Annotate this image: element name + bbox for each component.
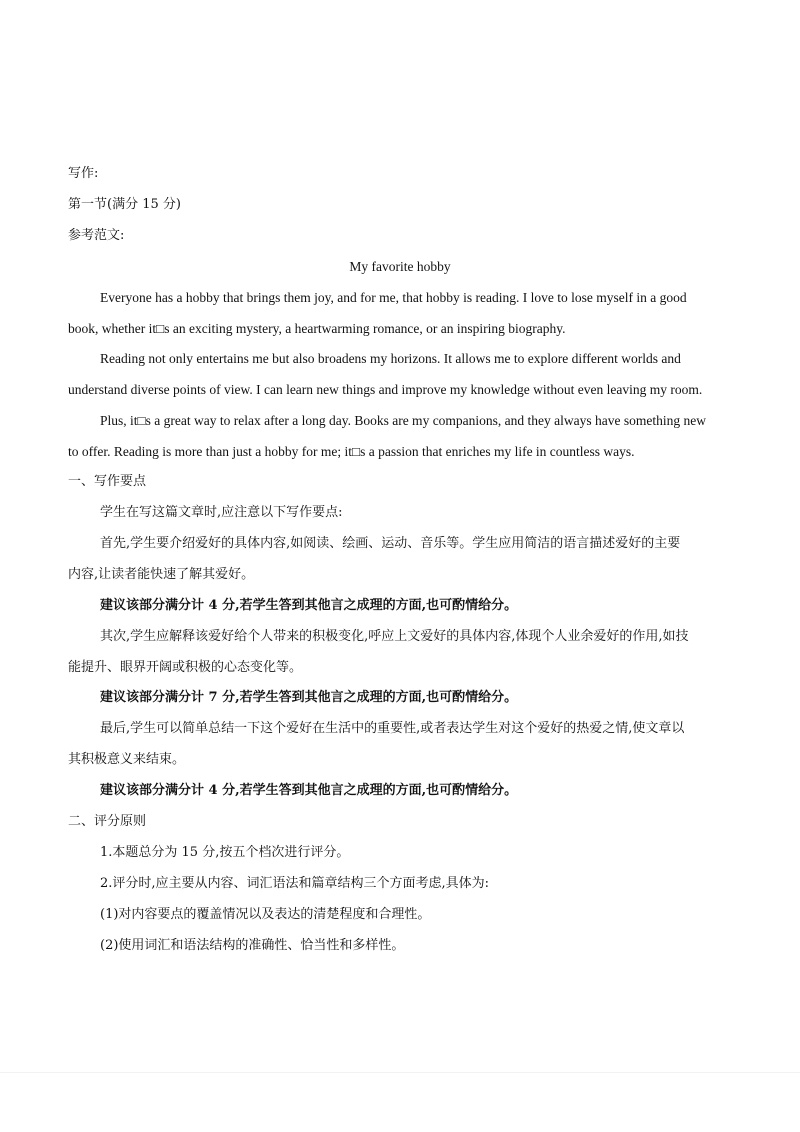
writing-points-heading: 一、写作要点 — [68, 474, 147, 489]
essay-line-2: book, whether it□s an exciting mystery, a heartwarming romance, or an inspiring biography. — [68, 321, 566, 336]
part-label: 第一节(满分 15 分) — [68, 197, 181, 212]
essay-line-6: to offer. Reading is more than just a hobby for me; it□s a passion that enriches my life in countless ways. — [68, 444, 635, 459]
writing-points-line: 内容,让读者能快速了解其爱好。 — [68, 567, 255, 582]
writing-points-line: 其次,学生应解释该爱好给个人带来的积极变化,呼应上文爱好的具体内容,体现个人业余爱好的作用,如技 — [100, 629, 689, 644]
scoring-line: 2.评分时,应主要从内容、词汇语法和篇章结构三个方面考虑,具体为: — [100, 876, 490, 891]
writing-points-score-note: 建议该部分满分计 4 分,若学生答到其他言之成理的方面,也可酌情给分。 — [100, 598, 518, 613]
writing-points-line: 能提升、眼界开阔或积极的心态变化等。 — [68, 660, 303, 675]
scoring-line: 1.本题总分为 15 分,按五个档次进行评分。 — [100, 845, 350, 860]
essay-line-4: understand diverse points of view. I can learn new things and improve my knowledge without even leaving my room. — [68, 382, 703, 397]
essay-line-3: Reading not only entertains me but also broadens my horizons. It allows me to explore different worlds and — [100, 351, 681, 366]
scoring-heading: 二、评分原则 — [68, 814, 147, 829]
writing-points-line: 学生在写这篇文章时,应注意以下写作要点: — [100, 505, 343, 520]
essay-title: My favorite hobby — [349, 259, 451, 274]
writing-points-line: 最后,学生可以简单总结一下这个爱好在生活中的重要性,或者表达学生对这个爱好的热爱之情,使文章以 — [100, 721, 685, 736]
writing-points-score-note: 建议该部分满分计 4 分,若学生答到其他言之成理的方面,也可酌情给分。 — [100, 783, 518, 798]
scoring-line: (2)使用词汇和语法结构的准确性、恰当性和多样性。 — [100, 938, 405, 953]
sample-essay-label: 参考范文: — [68, 228, 125, 243]
section-label: 写作: — [68, 166, 99, 181]
writing-points-line: 首先,学生要介绍爱好的具体内容,如阅读、绘画、运动、音乐等。学生应用简洁的语言描述爱好的主要 — [100, 536, 681, 551]
essay-line-5: Plus, it□s a great way to relax after a long day. Books are my companions, and they always have something new — [100, 413, 706, 428]
scoring-line: (1)对内容要点的覆盖情况以及表达的清楚程度和合理性。 — [100, 907, 431, 922]
essay-line-1: Everyone has a hobby that brings them joy, and for me, that hobby is reading. I love to lose myself in a good — [100, 290, 687, 305]
writing-points-score-note: 建议该部分满分计 7 分,若学生答到其他言之成理的方面,也可酌情给分。 — [100, 690, 518, 705]
page-bottom-divider — [0, 1072, 800, 1073]
writing-points-line: 其积极意义来结束。 — [68, 752, 186, 767]
